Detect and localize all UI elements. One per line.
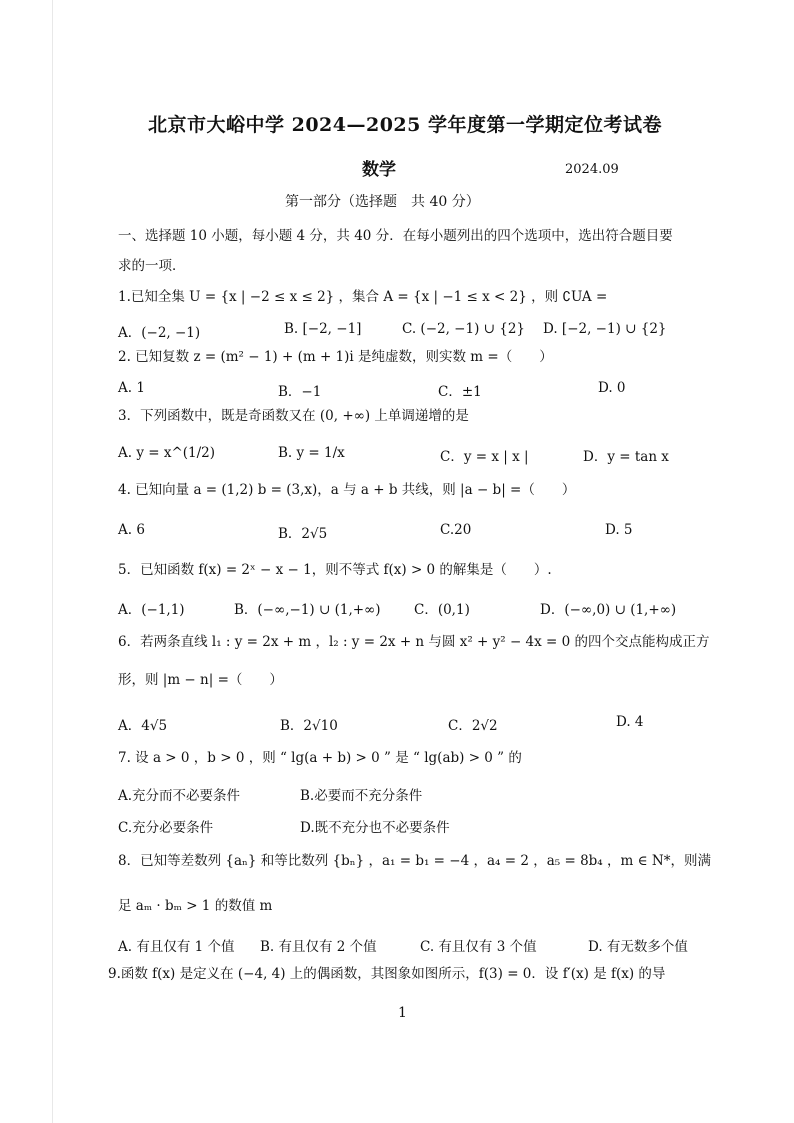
question-7-option-c: C.充分必要条件 <box>118 820 214 836</box>
question-5-stem: 5．已知函数 f(x) = 2ˣ − x − 1，则不等式 f(x) > 0 的解集是（ ）. <box>118 562 552 578</box>
question-5-option-a: A．(−1,1) <box>118 602 185 618</box>
question-5-option-c: C．(0,1) <box>414 602 470 618</box>
question-7-stem: 7. 设 a > 0 ，b > 0 ，则 “ lg(a + b) > 0 ” 是 “ lg(ab) > 0 ” 的 <box>118 750 522 766</box>
question-2-option-c: C．±1 <box>438 384 482 400</box>
page-number: 1 <box>398 1005 407 1021</box>
question-4-option-c: C.20 <box>440 522 472 538</box>
question-5-option-b: B．(−∞,−1) ∪ (1,+∞) <box>234 602 381 618</box>
question-6-option-c: C．2√2 <box>448 718 498 734</box>
question-4-option-a: A. 6 <box>118 522 145 538</box>
question-5-option-d: D．(−∞,0) ∪ (1,+∞) <box>540 602 677 618</box>
question-1-option-b: B. [−2, −1] <box>284 321 362 337</box>
question-3-option-b: B. y = 1/x <box>278 445 345 461</box>
question-8-stem-line-2: 足 aₘ · bₘ > 1 的数值 m <box>118 898 273 914</box>
question-8-option-b: B. 有且仅有 2 个值 <box>260 939 377 955</box>
question-4-stem: 4. 已知向量 a = (1,2) b = (3,x)，a 与 a + b 共线，则 |a − b| =（ ） <box>118 482 576 498</box>
question-6-option-b: B．2√10 <box>280 718 338 734</box>
question-1-option-d: D. [−2, −1) ∪ {2} <box>543 321 667 337</box>
question-3-option-a: A. y = x^(1/2) <box>118 445 216 461</box>
exam-date: 2024.09 <box>565 162 619 177</box>
page-title: 北京市大峪中学 2024—2025 学年度第一学期定位考试卷 <box>148 114 662 136</box>
question-3-stem: 3．下列函数中，既是奇函数又在 (0, +∞) 上单调递增的是 <box>118 408 469 424</box>
instructions-line-1: 一、选择题 10 小题，每小题 4 分，共 40 分．在每小题列出的四个选项中，选出符合题目要 <box>118 228 673 244</box>
question-7-option-a: A.充分而不必要条件 <box>118 788 241 804</box>
subject-label: 数学 <box>362 160 396 180</box>
question-2-option-d: D. 0 <box>598 380 626 396</box>
instructions-line-2: 求的一项． <box>118 258 186 274</box>
part-heading: 第一部分（选择题 共 40 分） <box>285 194 480 210</box>
question-6-stem-line-2: 形，则 |m − n| =（ ） <box>118 672 283 688</box>
question-3-option-d: D．y = tan x <box>583 449 669 465</box>
question-8-stem-line-1: 8．已知等差数列 {aₙ} 和等比数列 {bₙ} ，a₁ = b₁ = −4 ，a₄ = 2 ，a₅ = 8b₄ ，m ∈ N*，则满 <box>118 853 711 869</box>
question-1-stem: 1.已知全集 U = {x | −2 ≤ x ≤ 2} ，集合 A = {x | −1 ≤ x < 2} ，则 ∁UA = <box>118 289 608 305</box>
question-6-option-d: D. 4 <box>616 714 644 730</box>
question-6-stem-line-1: 6．若两条直线 l₁ : y = 2x + m ，l₂ : y = 2x + n 与圆 x² + y² − 4x = 0 的四个交点能构成正方 <box>118 634 710 650</box>
question-1-option-a: A．(−2, −1) <box>118 325 201 341</box>
question-4-option-d: D. 5 <box>605 522 633 538</box>
question-1-option-c: C. (−2, −1) ∪ {2} <box>402 321 526 337</box>
page-edge-shadow <box>52 0 53 1123</box>
question-8-option-c: C. 有且仅有 3 个值 <box>420 939 537 955</box>
question-8-option-d: D. 有无数多个值 <box>588 939 688 955</box>
question-3-option-c: C．y = x | x | <box>440 449 529 465</box>
question-2-stem: 2. 已知复数 z = (m² − 1) + (m + 1)i 是纯虚数，则实数 m =（ ） <box>118 349 553 365</box>
question-9-stem: 9.函数 f(x) 是定义在 (−4, 4) 上的偶函数，其图象如图所示，f(3) = 0．设 f′(x) 是 f(x) 的导 <box>108 966 666 982</box>
question-2-option-b: B．−1 <box>278 384 322 400</box>
question-7-option-d: D.既不充分也不必要条件 <box>300 820 450 836</box>
question-4-option-b: B．2√5 <box>278 526 328 542</box>
question-8-option-a: A. 有且仅有 1 个值 <box>118 939 235 955</box>
question-7-option-b: B.必要而不充分条件 <box>300 788 423 804</box>
question-6-option-a: A．4√5 <box>118 718 168 734</box>
question-2-option-a: A. 1 <box>118 380 145 396</box>
